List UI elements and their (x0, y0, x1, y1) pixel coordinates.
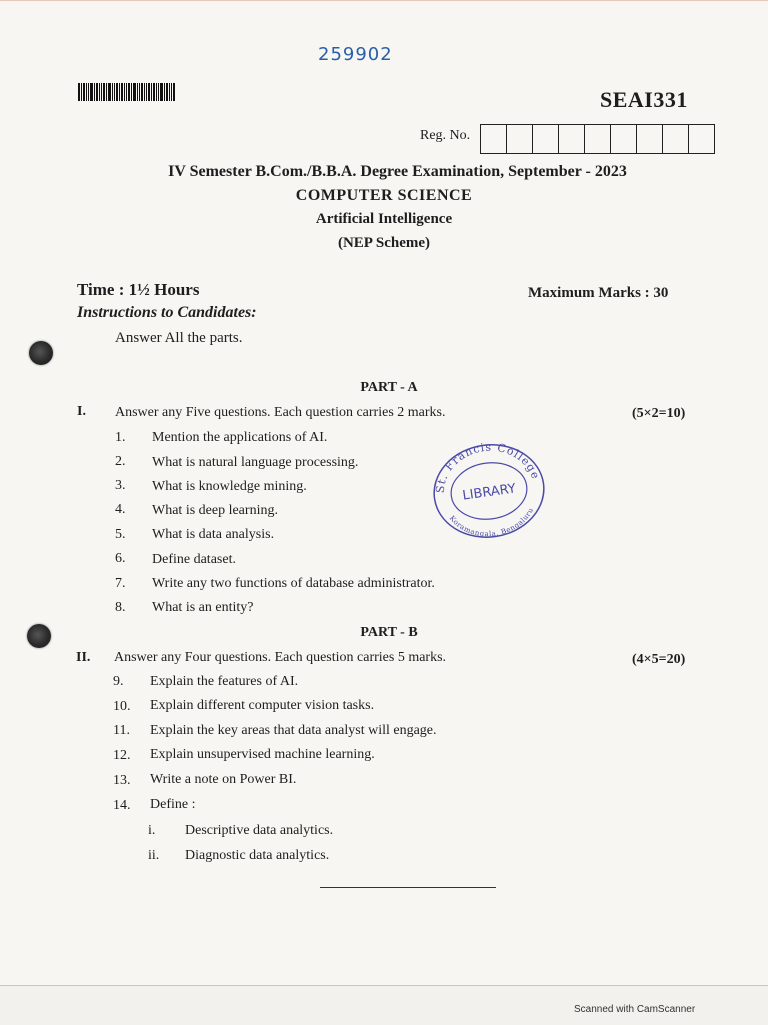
exam-title: IV Semester B.Com./B.B.A. Degree Examination, September - 2023 (168, 163, 627, 180)
subquestion-text: Descriptive data analytics. (185, 823, 334, 838)
scanner-watermark: Scanned with CamScanner (574, 1004, 696, 1015)
subquestion-number: i. (148, 823, 156, 838)
question-text: Define : (150, 797, 196, 812)
question-number: 6. (115, 551, 126, 566)
question-number: 1. (115, 430, 126, 445)
svg-text:Koramangala, Bengaluru (447, 503, 538, 541)
library-stamp (430, 441, 548, 541)
question-number: 7. (115, 576, 126, 591)
question-text: What is an entity? (152, 600, 254, 615)
question-text: Define dataset. (152, 552, 236, 567)
subject-title: COMPUTER SCIENCE (295, 187, 473, 204)
stamp-top-text: St. Francis College (433, 441, 543, 494)
paper-name: Artificial Intelligence (315, 211, 453, 227)
time-allowed: Time : 1½ Hours (77, 280, 200, 299)
question-text: Explain different computer vision tasks. (150, 698, 375, 713)
question-number: 5. (115, 527, 126, 542)
question-text: Explain the features of AI. (150, 674, 299, 689)
question-text: What is deep learning. (152, 503, 278, 518)
question-text: Write any two functions of database administrator. (152, 576, 435, 591)
question-number: 14. (113, 798, 131, 813)
part-b-roman: II. (76, 650, 91, 665)
question-number: 4. (115, 502, 126, 517)
question-number: 12. (113, 748, 131, 763)
part-a-marks: (5×2=10) (632, 406, 686, 421)
question-text: What is knowledge mining. (152, 479, 307, 494)
end-rule (320, 887, 496, 888)
part-b-title: PART - B (360, 625, 418, 640)
instructions-text: Answer All the parts. (115, 330, 243, 346)
barcode (78, 83, 176, 101)
punch-hole (29, 341, 53, 365)
scheme-label: (NEP Scheme) (337, 235, 431, 251)
part-b-instruction: Answer any Four questions. Each question carries 5 marks. (114, 650, 447, 665)
part-a-roman: I. (77, 404, 86, 419)
instructions-title: Instructions to Candidates: (77, 304, 257, 321)
paper-code: SEAI331 (600, 87, 688, 112)
question-text: What is natural language processing. (152, 455, 359, 470)
question-number: 2. (115, 454, 126, 469)
question-text: Explain the key areas that data analyst will engage. (150, 723, 437, 738)
question-number: 3. (115, 478, 126, 493)
subquestion-number: ii. (148, 848, 160, 863)
question-number: 13. (113, 773, 131, 788)
part-b-marks: (4×5=20) (632, 652, 686, 667)
part-a-title: PART - A (360, 380, 418, 395)
subquestion-text: Diagnostic data analytics. (185, 848, 330, 863)
stamp-center-text: LIBRARY (461, 481, 517, 504)
question-number: 11. (113, 723, 130, 738)
maximum-marks: Maximum Marks : 30 (528, 285, 669, 301)
question-number: 10. (113, 699, 131, 714)
serial-number: 259902 (318, 44, 393, 65)
question-number: 8. (115, 600, 126, 615)
question-number: 9. (113, 674, 124, 689)
reg-no-label: Reg. No. (420, 128, 471, 143)
question-text: Write a note on Power BI. (150, 772, 297, 787)
question-text: Explain unsupervised machine learning. (150, 747, 375, 762)
reg-no-boxes (480, 124, 715, 154)
question-text: Mention the applications of AI. (152, 430, 328, 445)
stamp-bottom-text: Koramangala, Bengaluru (447, 506, 536, 539)
part-a-instruction: Answer any Five questions. Each question carries 2 marks. (115, 405, 446, 420)
question-text: What is data analysis. (152, 527, 275, 542)
